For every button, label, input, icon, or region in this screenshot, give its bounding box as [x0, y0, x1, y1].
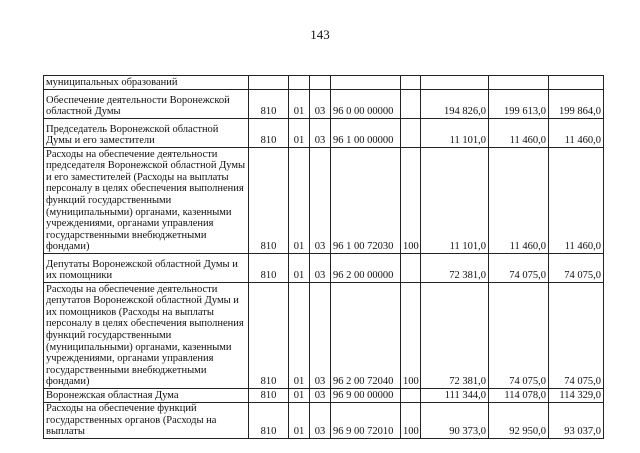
row-name-cell: Председатель Воронежской областной Думы и его заместители [44, 119, 249, 148]
row-gov-code-cell: 810 [249, 119, 289, 148]
row-section-cell: 01 [289, 119, 310, 148]
row-name-cell: Обеспечение деятельности Воронежской областной Думы [44, 90, 249, 119]
row-amount-year1-cell: 194 826,0 [421, 90, 489, 119]
row-amount-year1-cell: 11 101,0 [421, 148, 489, 254]
row-gov-code-cell: 810 [249, 403, 289, 439]
row-gov-code-cell: 810 [249, 389, 289, 403]
row-amount-year1-cell: 90 373,0 [421, 403, 489, 439]
row-name-cell: Воронежская областная Дума [44, 389, 249, 403]
row-section-cell: 01 [289, 90, 310, 119]
row-gov-code-cell: 810 [249, 90, 289, 119]
table-row [44, 148, 604, 254]
row-subsection-cell: 03 [310, 148, 331, 254]
row-section-cell: 01 [289, 403, 310, 439]
row-expense-type-cell [401, 90, 421, 119]
row-amount-year1-cell: 72 381,0 [421, 283, 489, 389]
row-expense-type-cell [401, 119, 421, 148]
row-expense-type-cell: 100 [401, 403, 421, 439]
row-section-cell: 01 [289, 389, 310, 403]
table-row [44, 90, 604, 119]
row-expense-type-cell [401, 254, 421, 283]
row-subsection-cell: 03 [310, 119, 331, 148]
row-section-cell: 01 [289, 283, 310, 389]
row-amount-year3-cell: 93 037,0 [549, 403, 604, 439]
row-gov-code-cell: 810 [249, 148, 289, 254]
budget-table [43, 75, 604, 439]
row-target-article-cell: 96 2 00 00000 [331, 254, 401, 283]
row-target-article-cell [331, 76, 401, 90]
row-target-article-cell: 96 2 00 72040 [331, 283, 401, 389]
row-amount-year3-cell: 11 460,0 [549, 148, 604, 254]
row-amount-year2-cell: 11 460,0 [489, 119, 549, 148]
row-subsection-cell: 03 [310, 389, 331, 403]
row-name-cell: муниципальных образований [44, 76, 249, 90]
row-subsection-cell: 03 [310, 403, 331, 439]
row-gov-code-cell: 810 [249, 283, 289, 389]
row-target-article-cell: 96 1 00 00000 [331, 119, 401, 148]
row-amount-year2-cell: 74 075,0 [489, 254, 549, 283]
row-amount-year2-cell: 92 950,0 [489, 403, 549, 439]
row-expense-type-cell: 100 [401, 283, 421, 389]
row-name-cell: Расходы на обеспечение деятельности председателя Воронежской областной Думы и его заместителей (Расходы на выплаты персоналу в целях обеспечения выполнения функций государственными (муниципальными) органами, казенными учреждениями, органами управления государственными внебюджетными фондами) [44, 148, 249, 254]
row-name-cell: Депутаты Воронежской областной Думы и их помощники [44, 254, 249, 283]
table-row [44, 389, 604, 403]
row-amount-year1-cell: 72 381,0 [421, 254, 489, 283]
row-expense-type-cell [401, 389, 421, 403]
row-section-cell: 01 [289, 148, 310, 254]
row-amount-year2-cell [489, 76, 549, 90]
page-number: 143 [310, 27, 330, 42]
row-subsection-cell: 03 [310, 283, 331, 389]
row-target-article-cell: 96 1 00 72030 [331, 148, 401, 254]
row-target-article-cell: 96 9 00 00000 [331, 389, 401, 403]
row-amount-year1-cell [421, 76, 489, 90]
row-expense-type-cell: 100 [401, 148, 421, 254]
table-row [44, 76, 604, 90]
row-amount-year2-cell: 74 075,0 [489, 283, 549, 389]
row-name-cell: Расходы на обеспечение деятельности депутатов Воронежской областной Думы и их помощников (Расходы на выплаты персоналу в целях обеспечения выполнения функций государственными (муниципальными) органами, казенными учреждениями, органами управления государственными внебюджетными фондами) [44, 283, 249, 389]
table-row [44, 403, 604, 439]
row-target-article-cell: 96 9 00 72010 [331, 403, 401, 439]
row-amount-year2-cell: 199 613,0 [489, 90, 549, 119]
row-amount-year3-cell [549, 76, 604, 90]
row-section-cell [289, 76, 310, 90]
row-amount-year3-cell: 11 460,0 [549, 119, 604, 148]
row-amount-year3-cell: 199 864,0 [549, 90, 604, 119]
row-amount-year3-cell: 74 075,0 [549, 254, 604, 283]
row-gov-code-cell: 810 [249, 254, 289, 283]
table-row [44, 119, 604, 148]
table-row [44, 283, 604, 389]
row-target-article-cell: 96 0 00 00000 [331, 90, 401, 119]
row-section-cell: 01 [289, 254, 310, 283]
table-row [44, 254, 604, 283]
row-subsection-cell: 03 [310, 254, 331, 283]
row-amount-year3-cell: 74 075,0 [549, 283, 604, 389]
row-subsection-cell [310, 76, 331, 90]
row-subsection-cell: 03 [310, 90, 331, 119]
row-amount-year1-cell: 111 344,0 [421, 389, 489, 403]
row-amount-year2-cell: 114 078,0 [489, 389, 549, 403]
row-name-cell: Расходы на обеспечение функций государственных органов (Расходы на выплаты [44, 403, 249, 439]
row-expense-type-cell [401, 76, 421, 90]
row-gov-code-cell [249, 76, 289, 90]
row-amount-year2-cell: 11 460,0 [489, 148, 549, 254]
row-amount-year3-cell: 114 329,0 [549, 389, 604, 403]
row-amount-year1-cell: 11 101,0 [421, 119, 489, 148]
